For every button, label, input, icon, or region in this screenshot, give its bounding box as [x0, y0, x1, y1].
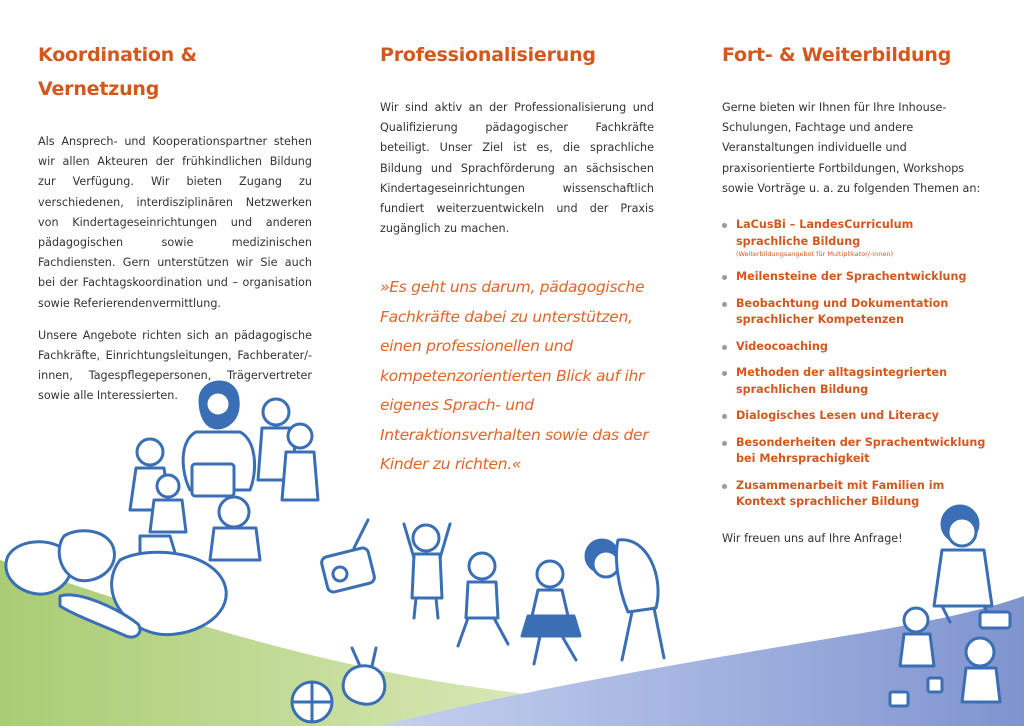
topic-list	[722, 217, 986, 511]
bullet-icon	[722, 275, 727, 280]
bullet-icon	[722, 345, 727, 350]
topic-note: (Weiterbildungsangebot für Multiplikator/-innen)	[736, 250, 894, 259]
topic-label: LaCusBi – LandesCurriculum sprachliche Bildung	[736, 218, 914, 248]
topic-label: Besonderheiten der Sprachentwicklung bei Mehrsprachigkeit	[736, 435, 986, 466]
topic-label: Dialogisches Lesen und Literacy	[736, 409, 939, 423]
bullet-icon	[722, 302, 727, 307]
topic-label: Zusammenarbeit mit Familien im Kontext sprachlicher Bildung	[736, 478, 945, 509]
bullet-icon	[722, 484, 727, 489]
heading-koordination: Koordination & Vernetzung	[38, 44, 197, 100]
column-koordination	[38, 38, 312, 419]
pull-quote: »Es geht uns darum, pädagogische Fachkräfte dabei zu unterstützen, einen professionellen und kompetenzorientierten Blick auf ihr eigenes Sprach- und Interaktionsverhalten sowie das der Kinder zu richten.«	[380, 278, 649, 474]
bullet-icon	[722, 223, 727, 228]
column-fortbildung	[722, 38, 986, 549]
toys-illustration	[280, 640, 400, 726]
topic-item	[722, 478, 986, 511]
paragraph-professionalisierung: Wir sind aktiv an der Professionalisierung und Qualifizierung pädagogischer Fachkräfte beteiligt. Unser Ziel ist es, die sprachliche Bildung und Sprachförderung an sächsischen Kindertageseinrichtungen wissenschaftlich fundiert weiterzuentwickeln und der Praxis zugänglich zu machen.	[380, 101, 654, 236]
closing-line: Wir freuen uns auf Ihre Anfrage!	[722, 531, 903, 545]
topic-item	[722, 435, 986, 468]
paragraph-koordination-2: Unsere Angebote richten sich an pädagogische Fachkräfte, Einrichtungsleitungen, Fachberater/-innen, Tagespflegepersonen, Trägervertreter sowie alle Interessierten.	[38, 328, 312, 403]
heading-fortbildung: Fort- & Weiterbildung	[722, 44, 952, 66]
topic-item	[722, 217, 986, 259]
topic-label: Videocoaching	[736, 339, 828, 353]
topic-item	[722, 296, 986, 329]
heading-professionalisierung: Professionalisierung	[380, 44, 596, 66]
topic-item	[722, 408, 986, 425]
topic-item	[722, 339, 986, 356]
paragraph-koordination-1: Als Ansprech- und Kooperationspartner stehen wir allen Akteuren der frühkindlichen Bildung zur Verfügung. Wir bieten Zugang zu verschiedenen, interdisziplinären Netzwerken von Kindertageseinrichtungen und anderen pädagogischen sowie medizinischen Fachdiensten. Gern unterstützen wir Sie auch bei der Fachtagskoordination und – organisation sowie Referierendenvermittlung.	[38, 135, 312, 310]
column-professionalisierung	[380, 38, 654, 480]
topic-item	[722, 365, 986, 398]
paragraph-fortbildung-intro: Gerne bieten wir Ihnen für Ihre Inhouse-Schulungen, Fachtage und andere Veranstaltungen individuelle und praxisorientierte Fortbildungen, Workshops sowie Vorträge u. a. zu folgenden Themen an:	[722, 101, 981, 195]
topic-label: Meilensteine der Sprachentwicklung	[736, 270, 967, 284]
topic-label: Methoden der alltagsintegrierten sprachlichen Bildung	[736, 366, 948, 396]
topic-label: Beobachtung und Dokumentation sprachlicher Kompetenzen	[736, 296, 949, 327]
bullet-icon	[722, 441, 727, 446]
bullet-icon	[722, 414, 727, 419]
bullet-icon	[722, 371, 727, 376]
topic-item	[722, 269, 986, 286]
